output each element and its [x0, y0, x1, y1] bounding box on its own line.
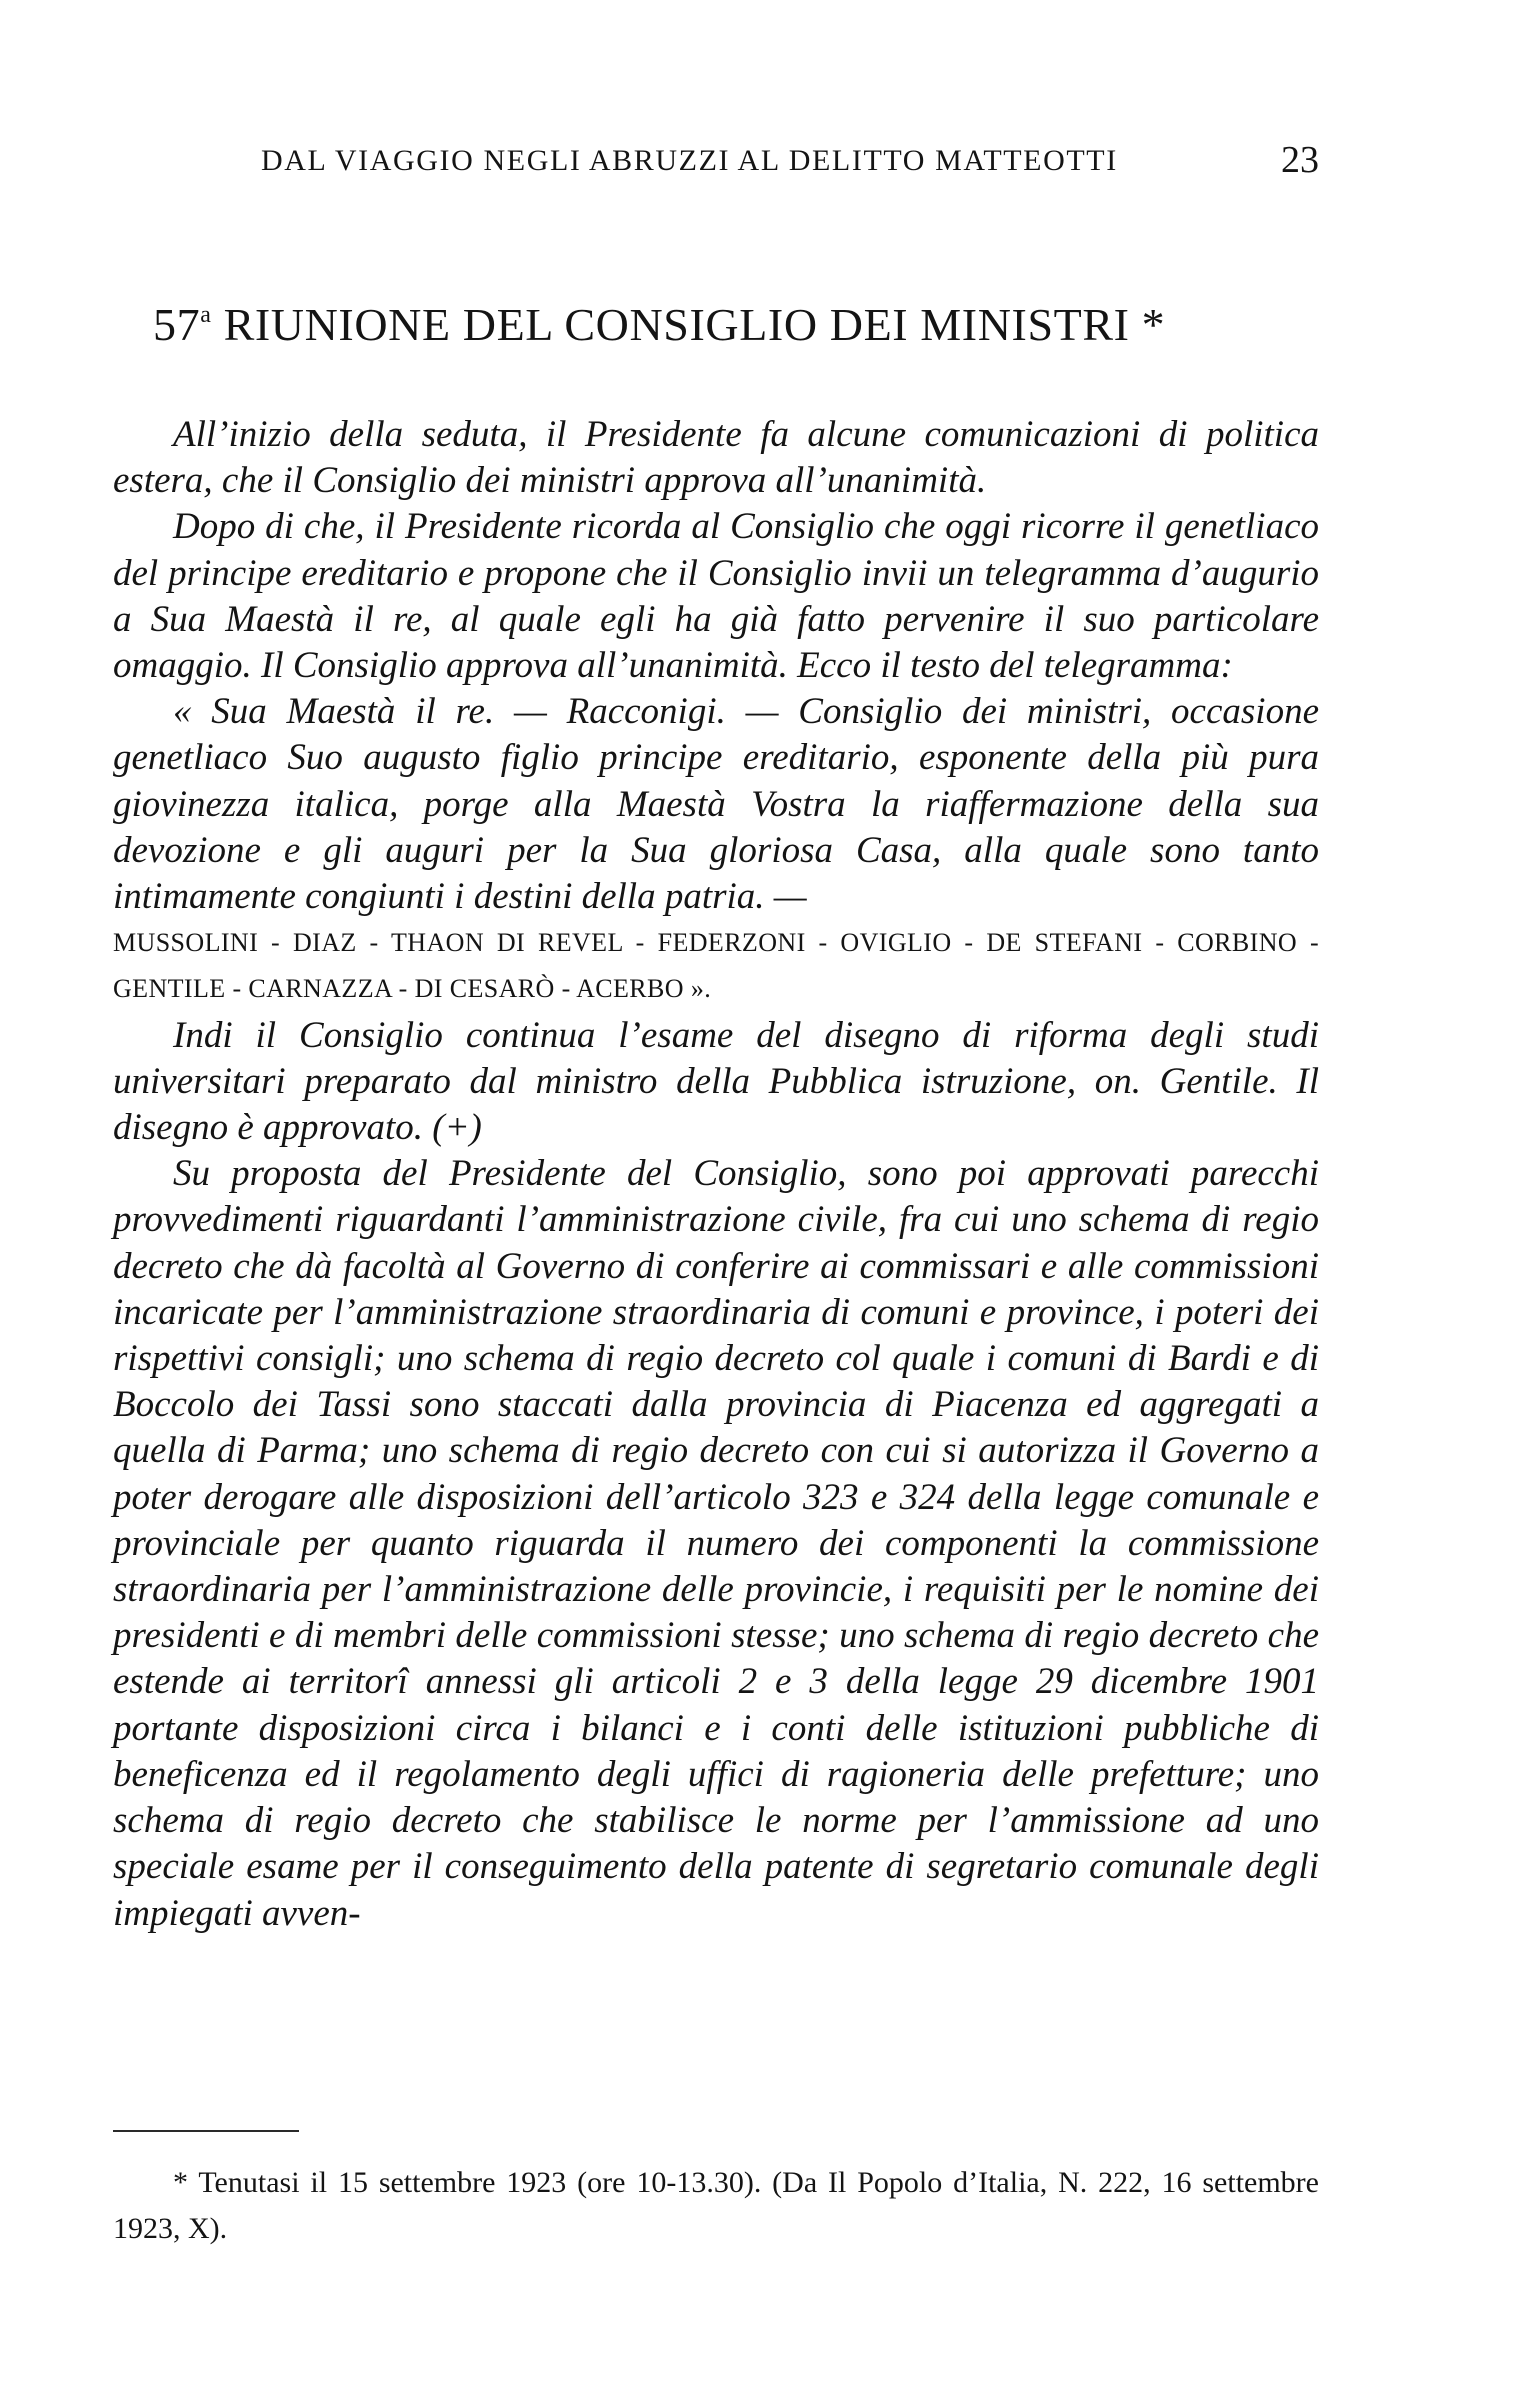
book-page — [113, 0, 1319, 2401]
running-title: DAL VIAGGIO NEGLI ABRUZZI AL DELITTO MATTEOTTI — [261, 144, 1118, 177]
footnote-rule — [113, 2130, 299, 2132]
signatories: MUSSOLINI - DIAZ - THAON DI REVEL - FEDERZONI - OVIGLIO - DE STEFANI - CORBINO - GENTILE - CARNAZZA - DI CESARÒ - ACERBO ». — [113, 928, 1319, 1004]
footnote: * Tenutasi il 15 settembre 1923 (ore 10-13.30). (Da Il Popolo d’Italia, N. 222, 16 settembre 1923, X). — [113, 2166, 1319, 2245]
section-number-suffix: a — [200, 302, 212, 328]
section-title: RIUNIONE DEL CONSIGLIO DEI MINISTRI * — [211, 299, 1166, 350]
section-heading — [153, 298, 1319, 351]
telegram-paragraph: « Sua Maestà il re. — Racconigi. — Consiglio dei ministri, occasione genetliaco Suo augusto figlio principe ereditario, esponente della più pura giovinezza italica, porge alla Maestà Vostra la riaffermazione della sua devozione e gli auguri per la Sua gloriosa Casa, alla quale sono tanto intimamente congiunti i destini della patria. — — [113, 691, 1319, 918]
paragraph: Indi il Consiglio continua l’esame del disegno di riforma degli studi universitari preparato dal ministro della Pubblica istruzione, on. Gentile. Il disegno è approvato. (+) — [113, 1014, 1319, 1149]
paragraph: Dopo di che, il Presidente ricorda al Consiglio che oggi ricorre il genetliaco del principe ereditario e propone che il Consiglio invii un telegramma d’augurio a Sua Maestà il re, al quale egli ha già fatto pervenire il suo particolare omaggio. Il Consiglio approva all’unanimità. Ecco il testo del telegramma: — [113, 506, 1319, 687]
paragraph: All’inizio della seduta, il Presidente fa alcune comunicazioni di politica estera, che il Consiglio dei ministri approva all’unanimità. — [113, 414, 1319, 502]
body-text — [113, 412, 1319, 1937]
paragraph: Su proposta del Presidente del Consiglio, sono poi approvati parecchi provvedimenti riguardanti l’amministrazione civile, fra cui uno schema di regio decreto che dà facoltà al Governo di conferire ai commissari e alle commissioni incaricate per l’amministrazione straordinaria di comuni e province, i poteri dei rispettivi consigli; uno schema di regio decreto col quale i comuni di Bardi e di Boccolo dei Tassi sono staccati dalla provincia di Piacenza ed aggregati a quella di Parma; uno schema di regio decreto con cui si autorizza il Governo a poter derogare alle disposizioni dell’articolo 323 e 324 della legge comunale e provinciale per quanto riguarda il numero dei componenti la commissione straordinaria per l’amministrazione delle provincie, i requisiti per le nomine dei presidenti e di membri delle commissioni stesse; uno schema di regio decreto che estende ai territorî annessi gli articoli 2 e 3 della legge 29 dicembre 1901 portante disposizioni circa i bilanci e i conti delle istituzioni pubbliche di beneficenza ed il regolamento degli uffici di ragioneria delle prefetture; uno schema di regio decreto che stabilisce le norme per l’ammissione ad uno speciale esame per il conseguimento della patente di segretario comunale degli impiegati avven- — [113, 1153, 1319, 1934]
page-number: 23 — [1281, 139, 1319, 181]
section-number: 57 — [153, 299, 201, 350]
running-head — [113, 138, 1319, 188]
